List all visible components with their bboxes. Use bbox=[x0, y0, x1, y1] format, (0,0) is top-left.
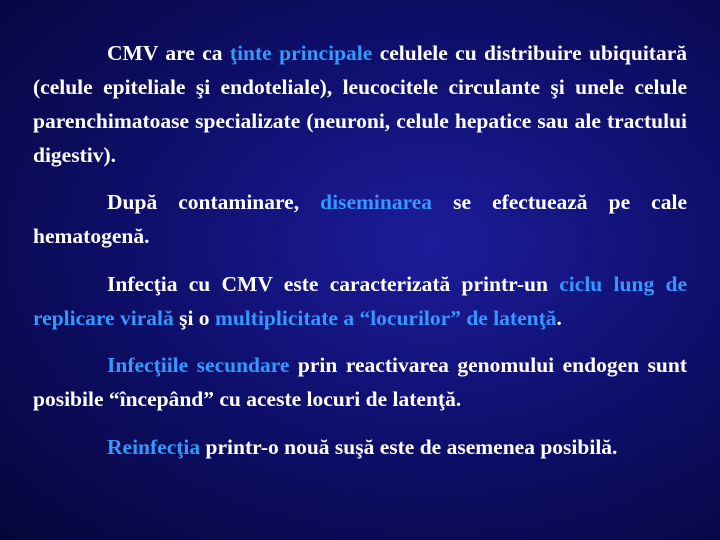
paragraph-secondary-infections bbox=[33, 348, 687, 416]
text-segment: celulele cu distribuire ubiquitară (celule epiteliale şi endoteliale), leucocitele circulante şi unele celule parenchimatoase specializate (neuroni, celule hepatice sau ale tractului digestiv). bbox=[33, 41, 687, 167]
text-segment: CMV are ca bbox=[107, 41, 230, 65]
text-segment: se efectuează pe cale hematogenă. bbox=[33, 190, 687, 248]
text-segment: Infecţia cu CMV este caracterizată printr-un bbox=[107, 272, 560, 296]
text-segment: După contaminare, bbox=[107, 190, 321, 214]
paragraph-replication-cycle bbox=[33, 267, 687, 335]
paragraph-dissemination bbox=[33, 185, 687, 253]
highlight-segment: Reinfecţia bbox=[107, 435, 201, 459]
text-segment: şi o bbox=[173, 306, 215, 330]
highlight-segment: ţinte principale bbox=[229, 41, 373, 65]
text-segment: prin reactivarea genomului endogen sunt posibile “începând” cu aceste locuri de latenţă. bbox=[33, 353, 688, 411]
highlight-segment: multiplicitate a “locurilor” de latenţă bbox=[214, 306, 557, 330]
paragraph-target-cells bbox=[33, 36, 687, 172]
text-segment: printr-o nouă suşă este de asemenea posibilă. bbox=[200, 435, 618, 459]
highlight-segment: Infecţiile secundare bbox=[107, 353, 290, 377]
paragraph-reinfection bbox=[33, 430, 687, 464]
highlight-segment: diseminarea bbox=[320, 190, 433, 214]
text-segment: . bbox=[556, 306, 562, 330]
slide-content bbox=[33, 36, 687, 464]
highlight-segment: ciclu lung de replicare virală bbox=[33, 272, 687, 330]
